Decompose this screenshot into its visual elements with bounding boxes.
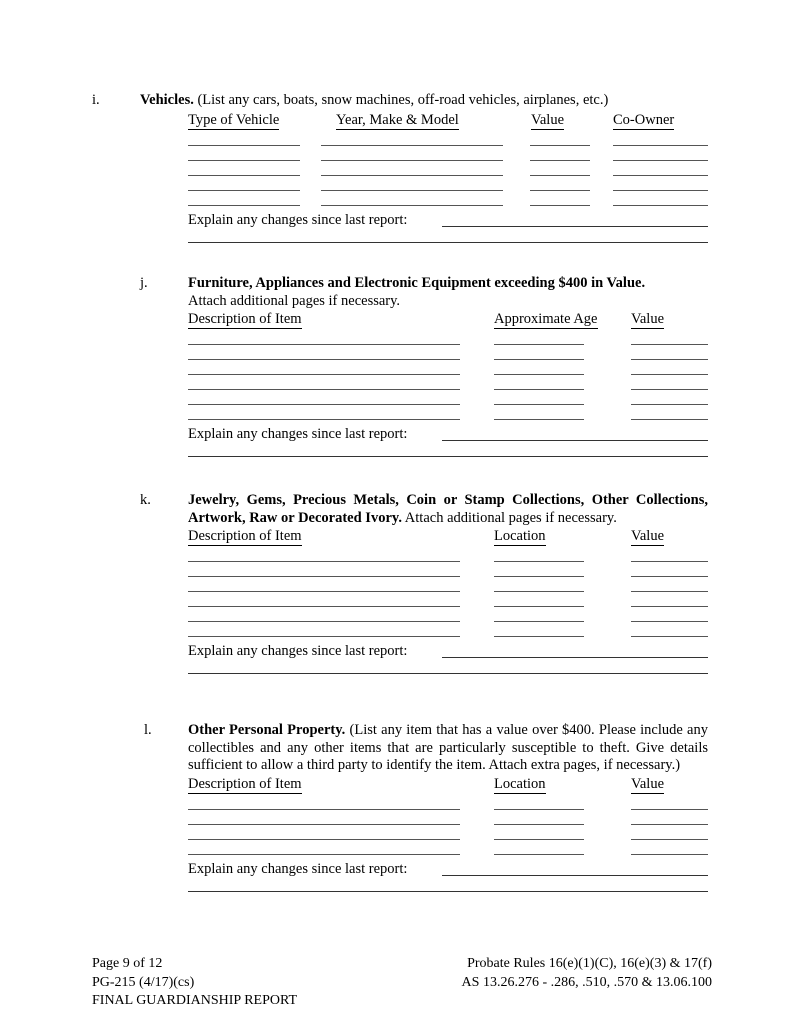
blank-line-value[interactable] (631, 824, 708, 825)
section-heading-other-personal-property (188, 722, 708, 775)
blank-row[interactable] (188, 610, 708, 625)
col-header-description-of-item: Description of Item (188, 311, 302, 327)
blank-row[interactable] (188, 348, 708, 363)
section-heading-vehicles (140, 92, 708, 110)
col-header-approximate-age: Approximate Age (494, 311, 598, 327)
section-title-other-personal-property: Other Personal Property. (188, 722, 346, 738)
explain-input-line[interactable] (188, 242, 708, 243)
blank-line-approximate-age[interactable] (494, 404, 584, 405)
blank-line-description-of-item[interactable] (188, 359, 460, 360)
blank-rules-jewelry (188, 550, 708, 640)
blank-line-year-make-model[interactable] (321, 145, 503, 146)
blank-line-location[interactable] (494, 809, 584, 810)
explain-changes-jewelry (188, 643, 708, 661)
blank-row[interactable] (188, 363, 708, 378)
blank-row[interactable] (188, 333, 708, 348)
blank-row[interactable] (188, 378, 708, 393)
footer-row-2 (92, 974, 712, 993)
blank-row[interactable] (188, 580, 708, 595)
blank-row[interactable] (188, 194, 708, 209)
section-title-jewelry: Jewelry, Gems, Precious Metals, Coin or Stamp Collections, Other Collections, Artwork, Raw or Decorated Ivory. (188, 492, 708, 526)
section-subnote-furniture: Attach additional pages if necessary. (188, 292, 401, 309)
blank-line-description-of-item[interactable] (188, 404, 460, 405)
rule-citation: Probate Rules 16(e)(1)(C), 16(e)(3) & 17(f) (467, 956, 712, 971)
blank-line-value[interactable] (530, 175, 590, 176)
blank-line-year-make-model[interactable] (321, 190, 503, 191)
blank-line-location[interactable] (494, 606, 584, 607)
blank-line-description-of-item[interactable] (188, 591, 460, 592)
explain-input-line[interactable] (188, 456, 708, 457)
blank-row[interactable] (188, 843, 708, 858)
blank-row[interactable] (188, 595, 708, 610)
section-heading-jewelry (188, 492, 708, 527)
blank-row[interactable] (188, 164, 708, 179)
blank-line-value[interactable] (631, 839, 708, 840)
blank-line-description-of-item[interactable] (188, 344, 460, 345)
blank-line-description-of-item[interactable] (188, 621, 460, 622)
col-header-value: Value (631, 775, 665, 792)
col-header-value: Value (631, 311, 665, 327)
explain-changes-vehicles (188, 212, 708, 230)
blank-row[interactable] (188, 798, 708, 813)
col-header-type-of-vehicle: Type of Vehicle (188, 111, 280, 128)
col-header-location: Location (494, 528, 546, 544)
footer-row-3 (92, 992, 712, 1011)
section-title-rest-vehicles: (List any cars, boats, snow machines, off-road vehicles, airplanes, etc.) (193, 92, 609, 108)
explain-input-line[interactable] (442, 875, 708, 876)
blank-line-value[interactable] (530, 205, 590, 206)
blank-line-co-owner[interactable] (613, 205, 708, 206)
blank-line-description-of-item[interactable] (188, 809, 460, 810)
blank-line-co-owner[interactable] (613, 160, 708, 161)
blank-line-description-of-item[interactable] (188, 576, 460, 577)
explain-changes-vehicles-line2 (188, 230, 708, 246)
column-headers-jewelry (188, 528, 708, 550)
blank-line-location[interactable] (494, 839, 584, 840)
explain-label: Explain any changes since last report: (188, 643, 408, 659)
blank-line-location[interactable] (494, 854, 584, 855)
blank-line-approximate-age[interactable] (494, 344, 584, 345)
section-title-vehicles: Vehicles. (140, 92, 194, 108)
blank-rules-other-personal-property (188, 798, 708, 858)
blank-line-location[interactable] (494, 824, 584, 825)
blank-row[interactable] (188, 393, 708, 408)
section-letter-k: k. (140, 492, 151, 508)
blank-line-description-of-item[interactable] (188, 606, 460, 607)
blank-line-description-of-item[interactable] (188, 419, 460, 420)
explain-input-line[interactable] (188, 891, 708, 892)
explain-changes-jewelry-line2 (188, 661, 708, 677)
blank-line-approximate-age[interactable] (494, 389, 584, 390)
blank-line-co-owner[interactable] (613, 145, 708, 146)
blank-line-value[interactable] (631, 621, 708, 622)
section-letter-i: i. (92, 92, 100, 108)
blank-line-description-of-item[interactable] (188, 854, 460, 855)
blank-row[interactable] (188, 828, 708, 843)
section-letter-j: j. (140, 275, 148, 291)
blank-line-value[interactable] (631, 591, 708, 592)
blank-row[interactable] (188, 134, 708, 149)
explain-changes-furniture-line2 (188, 444, 708, 460)
form-number: PG-215 (4/17)(cs) (92, 974, 195, 990)
blank-line-value[interactable] (631, 854, 708, 855)
blank-rules-vehicles (188, 134, 708, 209)
blank-line-location[interactable] (494, 621, 584, 622)
footer-row-1 (92, 955, 712, 974)
blank-row[interactable] (188, 625, 708, 640)
explain-label: Explain any changes since last report: (188, 860, 408, 877)
blank-row[interactable] (188, 813, 708, 828)
section-heading-furniture (188, 275, 708, 293)
explain-input-line[interactable] (188, 673, 708, 674)
blank-line-value[interactable] (631, 636, 708, 637)
blank-line-year-make-model[interactable] (321, 160, 503, 161)
blank-line-type-of-vehicle[interactable] (188, 160, 300, 161)
section-title-furniture: Furniture, Appliances and Electronic Equipment exceeding $400 in Value. (188, 275, 646, 291)
blank-line-value[interactable] (631, 419, 708, 420)
col-header-year-make-model: Year, Make & Model (336, 111, 459, 128)
section-title-rest-jewelry: Attach additional pages if necessary. (401, 509, 617, 526)
blank-line-value[interactable] (530, 145, 590, 146)
blank-line-type-of-vehicle[interactable] (188, 145, 300, 146)
blank-row[interactable] (188, 550, 708, 565)
explain-changes-furniture (188, 426, 708, 444)
section-letter-l: l. (144, 722, 152, 738)
column-headers-other-personal-property (188, 776, 708, 798)
blank-line-description-of-item[interactable] (188, 389, 460, 390)
blank-line-value[interactable] (530, 160, 590, 161)
blank-line-value[interactable] (631, 404, 708, 405)
blank-line-value[interactable] (631, 576, 708, 577)
blank-line-approximate-age[interactable] (494, 359, 584, 360)
blank-line-value[interactable] (631, 344, 708, 345)
blank-line-description-of-item[interactable] (188, 839, 460, 840)
blank-line-year-make-model[interactable] (321, 175, 503, 176)
col-header-co-owner: Co-Owner (613, 111, 675, 128)
blank-line-co-owner[interactable] (613, 190, 708, 191)
blank-row[interactable] (188, 565, 708, 580)
blank-line-year-make-model[interactable] (321, 205, 503, 206)
blank-line-description-of-item[interactable] (188, 824, 460, 825)
col-header-value: Value (631, 528, 665, 544)
page-footer (92, 955, 712, 1011)
explain-changes-other-personal-property (188, 861, 708, 879)
col-header-description-of-item: Description of Item (188, 528, 302, 544)
blank-line-description-of-item[interactable] (188, 374, 460, 375)
blank-line-value[interactable] (631, 374, 708, 375)
page-number-label: Page 9 of 12 (92, 956, 163, 971)
blank-line-value[interactable] (631, 809, 708, 810)
blank-row[interactable] (188, 149, 708, 164)
explain-input-line[interactable] (442, 657, 708, 658)
column-headers-furniture (188, 311, 708, 333)
blank-row[interactable] (188, 408, 708, 423)
blank-line-approximate-age[interactable] (494, 419, 584, 420)
blank-line-value[interactable] (631, 389, 708, 390)
blank-line-description-of-item[interactable] (188, 636, 460, 637)
blank-line-value[interactable] (631, 606, 708, 607)
blank-line-value[interactable] (530, 190, 590, 191)
blank-line-value[interactable] (631, 359, 708, 360)
blank-line-approximate-age[interactable] (494, 374, 584, 375)
blank-line-co-owner[interactable] (613, 175, 708, 176)
blank-line-location[interactable] (494, 576, 584, 577)
col-header-location: Location (494, 775, 546, 792)
form-title: FINAL GUARDIANSHIP REPORT (92, 993, 298, 1008)
explain-label: Explain any changes since last report: (188, 211, 408, 228)
explain-label: Explain any changes since last report: (188, 426, 408, 442)
blank-line-type-of-vehicle[interactable] (188, 175, 300, 176)
blank-line-type-of-vehicle[interactable] (188, 190, 300, 191)
blank-line-location[interactable] (494, 591, 584, 592)
explain-changes-other-personal-property-line2 (188, 879, 708, 895)
blank-line-type-of-vehicle[interactable] (188, 205, 300, 206)
col-header-value: Value (531, 111, 565, 128)
blank-line-description-of-item[interactable] (188, 561, 460, 562)
blank-line-location[interactable] (494, 561, 584, 562)
explain-input-line[interactable] (442, 226, 708, 227)
blank-rules-furniture (188, 333, 708, 423)
section-title-rest-other-personal-property: (List any item that has a value over $400. Please include any collectibles and any other items that are particularly susceptible to theft. Give details sufficient to allow a third party to identify the item. Attach extra pages, if necessary.) (188, 722, 708, 773)
blank-line-location[interactable] (494, 636, 584, 637)
statute-citation: AS 13.26.276 - .286, .510, .570 & 13.06.100 (461, 974, 712, 990)
col-header-description-of-item: Description of Item (188, 775, 302, 792)
column-headers-vehicles (188, 112, 708, 134)
explain-input-line[interactable] (442, 440, 708, 441)
blank-line-value[interactable] (631, 561, 708, 562)
blank-row[interactable] (188, 179, 708, 194)
